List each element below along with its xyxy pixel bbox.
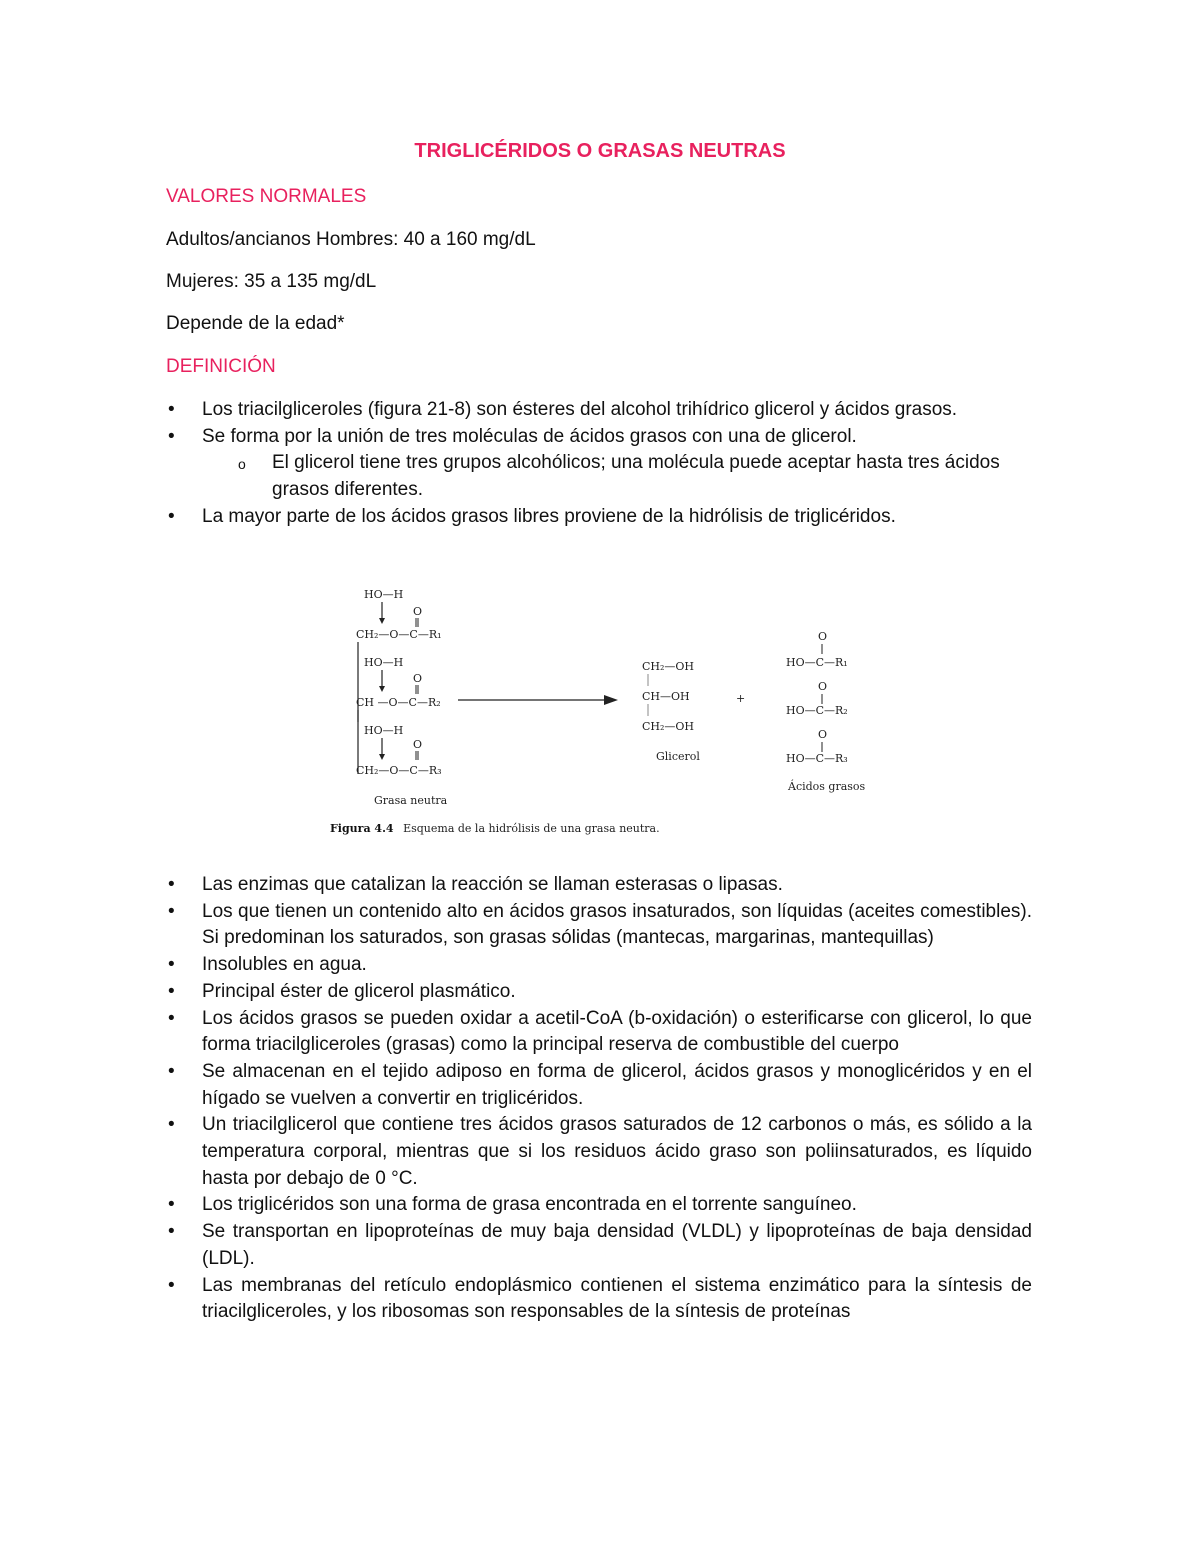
- ester-chain: CH₂—O—C—R₁: [356, 628, 442, 641]
- list-item: • Los ácidos grasos se pueden oxidar a acetil-CoA (b-oxidación) o esterificarse con glicerol, lo que forma triacilgliceroles (grasas) como la principal reserva de combustible del cuerpo: [166, 1006, 1032, 1059]
- list-item: • Los que tienen un contenido alto en ácidos grasos insaturados, son líquidas (aceites comestibles). Si predominan los saturados, son grasas sólidas (mantecas, margarinas, mantequillas): [166, 899, 1032, 952]
- list-item: • Se forma por la unión de tres moléculas de ácidos grasos con una de glicerol.: [166, 424, 1032, 451]
- carbonyl-o: O: [413, 738, 423, 751]
- figure-caption-number: Figura 4.4: [330, 822, 394, 835]
- fatty-acids-structure: [786, 630, 866, 793]
- carbonyl-o: O: [413, 672, 423, 685]
- ester-chain: CH₂—O—C—R₃: [356, 764, 442, 777]
- page-title: TRIGLICÉRIDOS O GRASAS NEUTRAS: [414, 140, 786, 162]
- glycerol-label: Glicerol: [656, 750, 700, 763]
- hydrolysis-diagram: [320, 578, 880, 840]
- list-item: • Las enzimas que catalizan la reacción se llaman esterasas o lipasas.: [166, 872, 1032, 899]
- list-item: • Se transportan en lipoproteínas de muy baja densidad (VLDL) y lipoproteínas de baja densidad (LDL).: [166, 1219, 1032, 1272]
- normal-value-women: Mujeres: 35 a 135 mg/dL: [166, 271, 377, 292]
- fatty-acid-formula: HO—C—R₂: [786, 704, 848, 717]
- list-item: • Principal éster de glicerol plasmático.: [166, 979, 1032, 1006]
- section-heading-definition: DEFINICIÓN: [166, 356, 276, 377]
- neutral-fat-label: Grasa neutra: [374, 794, 448, 807]
- plus-sign: +: [736, 692, 746, 705]
- carbonyl-o: O: [818, 630, 828, 643]
- definition-bullets-top: [166, 397, 1032, 531]
- list-item: • Un triacilglicerol que contiene tres ácidos grasos saturados de 12 carbonos o más, es sólido a la temperatura corporal, mientras que si los residuos ácido graso son poliinsaturados, es líquido hasta por debajo de 0 °C.: [166, 1112, 1032, 1192]
- hydrolysis-figure: [320, 578, 880, 840]
- figure-caption-text: Esquema de la hidrólisis de una grasa neutra.: [403, 822, 660, 835]
- carbonyl-o: O: [818, 680, 828, 693]
- glycerol-line: CH—OH: [642, 690, 690, 703]
- ester-chain: CH —O—C—R₂: [356, 696, 441, 709]
- list-item: • Los triacilgliceroles (figura 21-8) son ésteres del alcohol trihídrico glicerol y ácidos grasos.: [166, 397, 1032, 424]
- water-label: HO—H: [364, 724, 404, 737]
- list-item: • Las membranas del retículo endoplásmico contienen el sistema enzimático para la síntesis de triacilgliceroles, y los ribosomas son responsables de la síntesis de proteínas: [166, 1273, 1032, 1326]
- water-label: HO—H: [364, 656, 404, 669]
- definition-bullets-bottom: [166, 872, 1032, 1326]
- neutral-fat-structure: [356, 588, 448, 807]
- fatty-acid-formula: HO—C—R₁: [786, 656, 848, 669]
- glycerol-structure: [642, 660, 700, 763]
- glycerol-line: CH₂—OH: [642, 660, 695, 673]
- section-heading-normal-values: VALORES NORMALES: [166, 186, 367, 207]
- water-label: HO—H: [364, 588, 404, 601]
- list-item: • Los triglicéridos son una forma de grasa encontrada en el torrente sanguíneo.: [166, 1192, 1032, 1219]
- list-sub-item: o El glicerol tiene tres grupos alcohólicos; una molécula puede aceptar hasta tres ácidos grasos diferentes.: [166, 450, 1032, 503]
- list-item: • La mayor parte de los ácidos grasos libres proviene de la hidrólisis de triglicéridos.: [166, 504, 1032, 531]
- arrow-head-icon: [604, 695, 618, 705]
- glycerol-line: CH₂—OH: [642, 720, 695, 733]
- fatty-acids-label: Ácidos grasos: [788, 780, 866, 793]
- fatty-acid-formula: HO—C—R₃: [786, 752, 848, 765]
- list-item: • Se almacenan en el tejido adiposo en forma de glicerol, ácidos grasos y monoglicéridos y en el hígado se vuelven a convertir en triglicéridos.: [166, 1059, 1032, 1112]
- carbonyl-o: O: [413, 605, 423, 618]
- figure-caption: [330, 822, 660, 835]
- normal-value-men: Adultos/ancianos Hombres: 40 a 160 mg/dL: [166, 229, 536, 250]
- list-item: • Insolubles en agua.: [166, 952, 1032, 979]
- carbonyl-o: O: [818, 728, 828, 741]
- normal-value-age-note: Depende de la edad*: [166, 313, 345, 334]
